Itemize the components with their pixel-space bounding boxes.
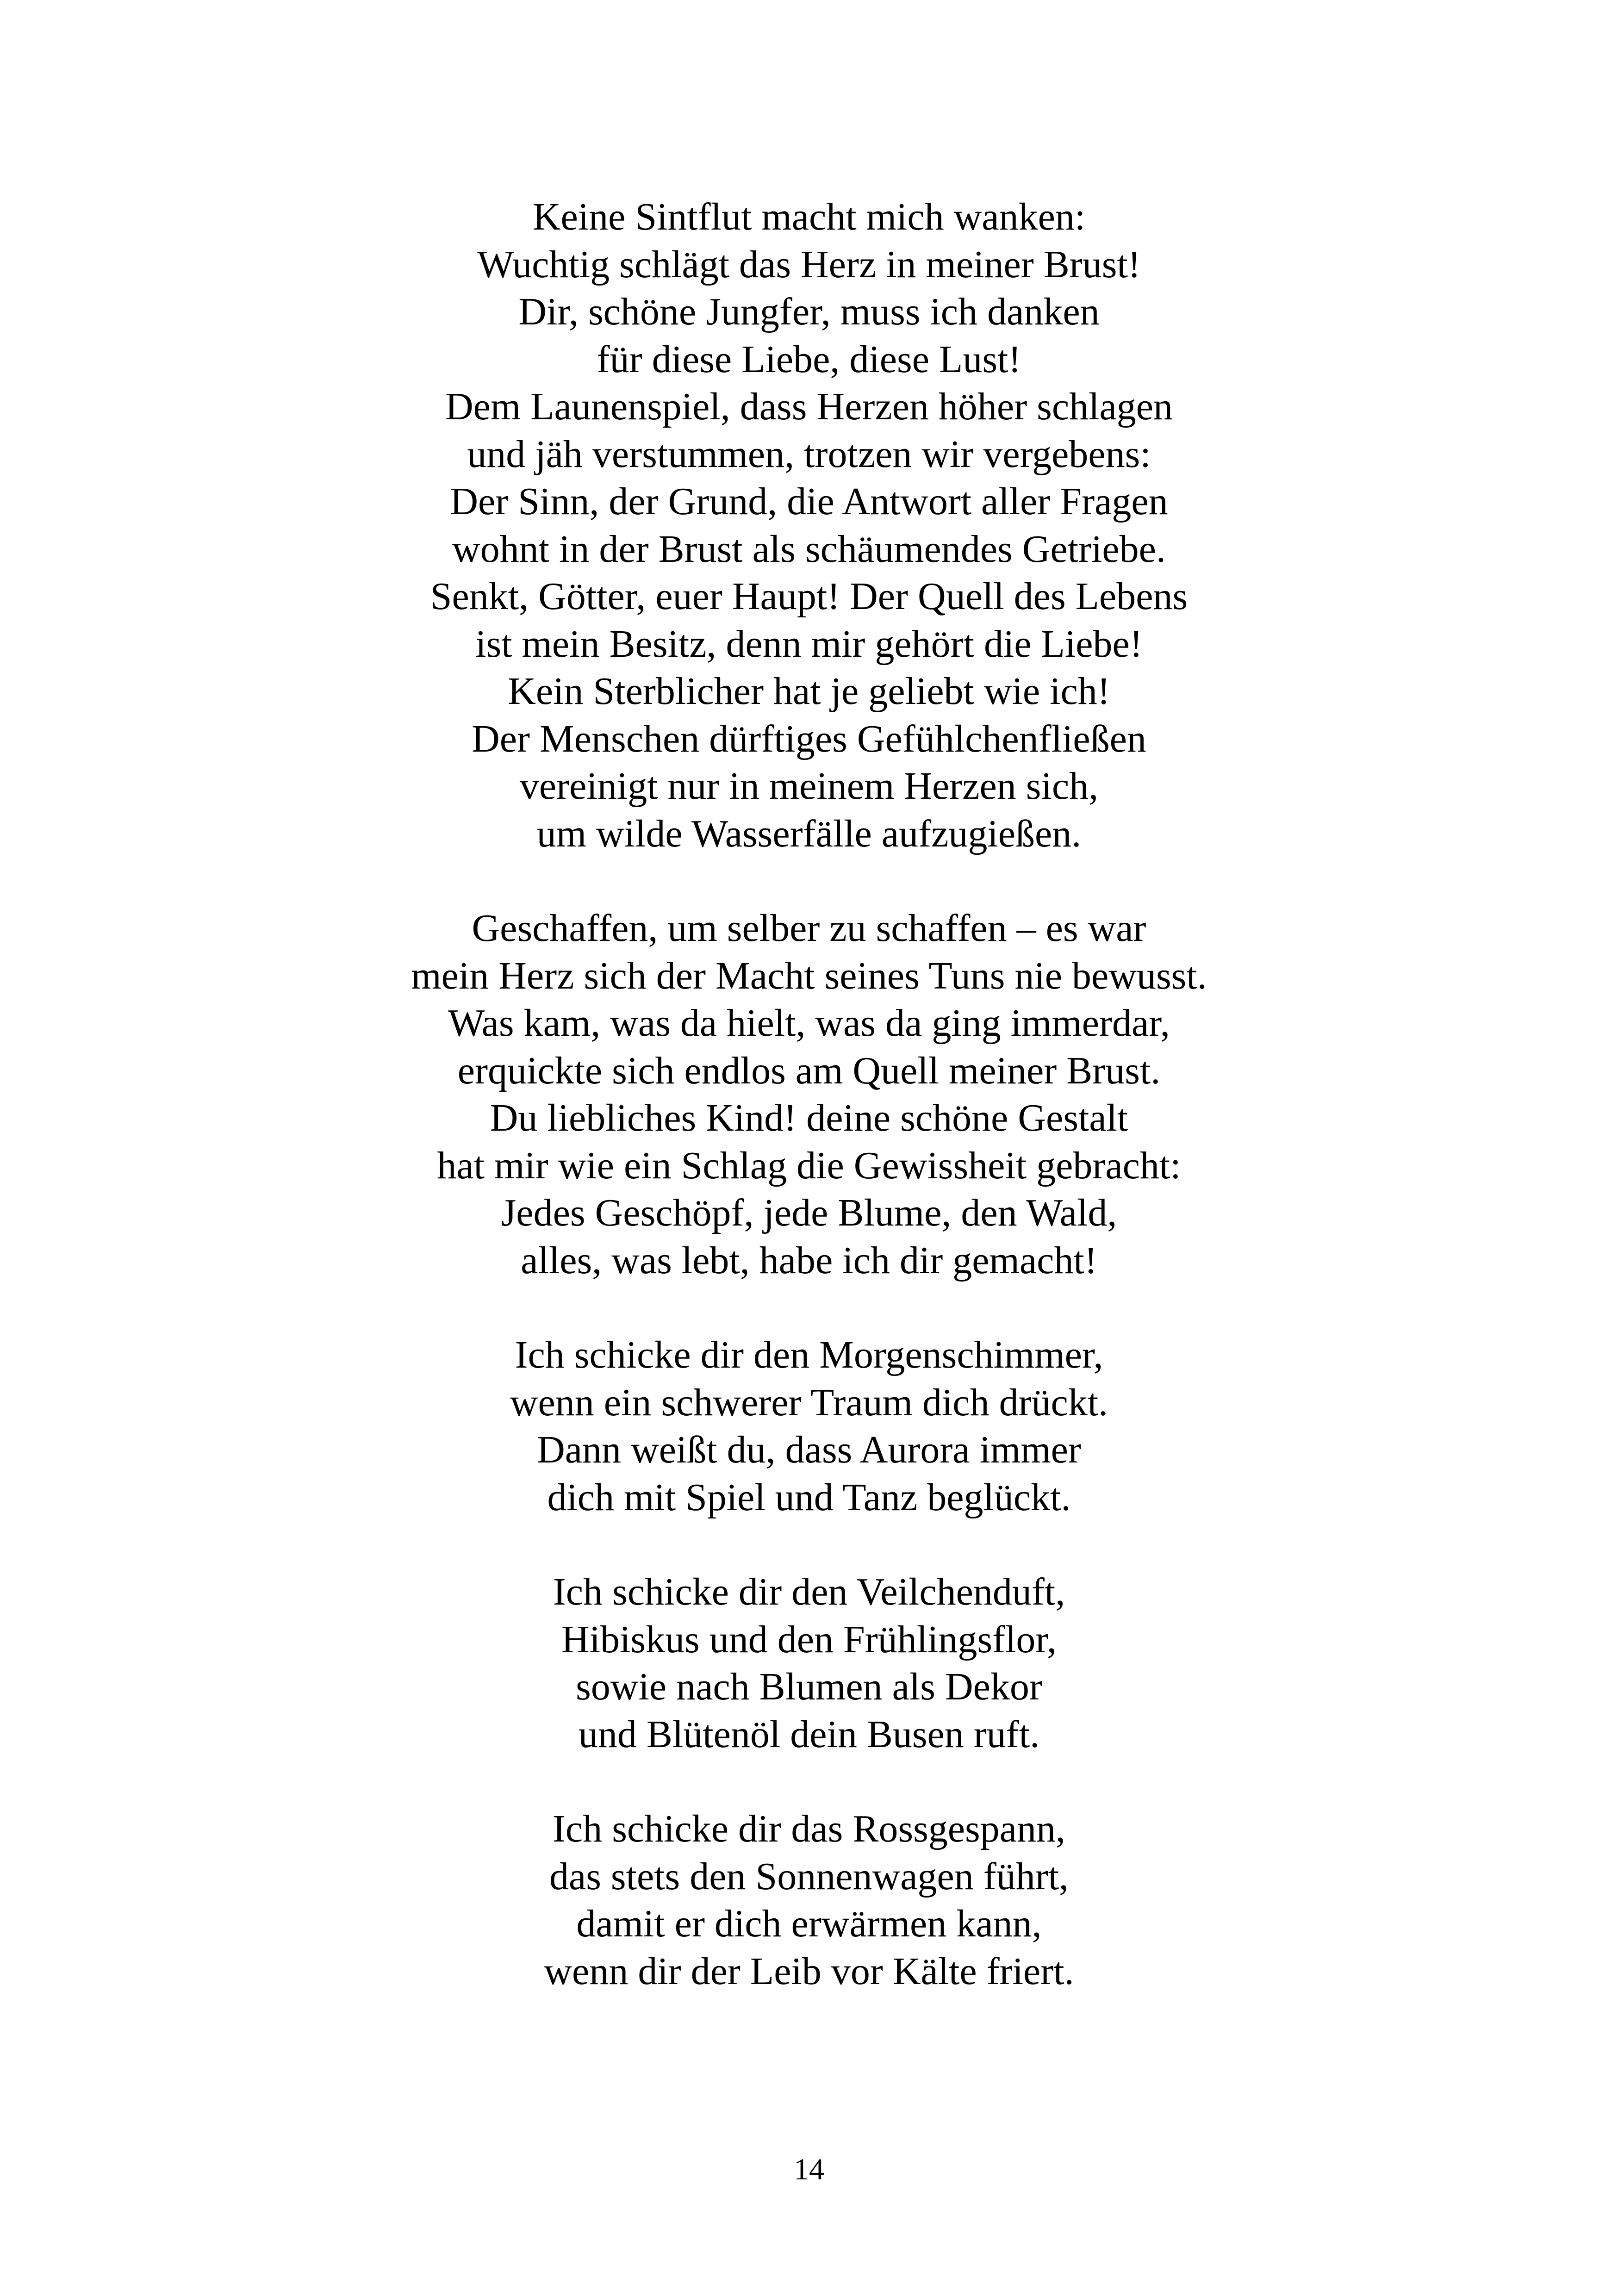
poem-line: alles, was lebt, habe ich dir gemacht! bbox=[521, 1238, 1097, 1282]
poem-line: Senkt, Götter, euer Haupt! Der Quell des Lebens bbox=[430, 575, 1188, 618]
poem-line: Kein Sterblicher hat je geliebt wie ich! bbox=[508, 670, 1110, 713]
poem-line: Dir, schöne Jungfer, muss ich danken bbox=[518, 290, 1100, 333]
poem-line: sowie nach Blumen als Dekor bbox=[576, 1665, 1042, 1708]
poem-line: Jedes Geschöpf, jede Blume, den Wald, bbox=[501, 1191, 1117, 1234]
poem-line: das stets den Sonnenwagen führt, bbox=[549, 1854, 1069, 1898]
poem-line: wohnt in der Brust als schäumendes Getriebe. bbox=[452, 527, 1166, 571]
poem-line: wenn ein schwerer Traum dich drückt. bbox=[510, 1381, 1108, 1424]
poem-line: Was kam, was da hielt, was da ging immerdar, bbox=[448, 1002, 1170, 1045]
poem-line: wenn dir der Leib vor Kälte friert. bbox=[544, 1949, 1074, 1993]
poem bbox=[0, 193, 1618, 1995]
poem-line: erquickte sich endlos am Quell meiner Brust. bbox=[457, 1049, 1161, 1092]
poem-line: damit er dich erwärmen kann, bbox=[576, 1902, 1042, 1945]
poem-line: Ich schicke dir das Rossgespann, bbox=[552, 1807, 1066, 1850]
stanza bbox=[0, 1568, 1618, 1758]
poem-line: Ich schicke dir den Veilchenduft, bbox=[553, 1570, 1065, 1613]
poem-line: Der Sinn, der Grund, die Antwort aller Fragen bbox=[450, 480, 1168, 523]
poem-line: und Blütenöl dein Busen ruft. bbox=[578, 1712, 1040, 1756]
stanza bbox=[0, 1332, 1618, 1521]
poem-line: Keine Sintflut macht mich wanken: bbox=[532, 195, 1086, 238]
poem-line: um wilde Wasserfälle aufzugießen. bbox=[536, 812, 1082, 855]
poem-line: Geschaffen, um selber zu schaffen – es war bbox=[472, 907, 1146, 950]
poem-line: ist mein Besitz, denn mir gehört die Liebe! bbox=[475, 622, 1143, 666]
poem-line: Ich schicke dir den Morgenschimmer, bbox=[515, 1333, 1103, 1376]
stanza bbox=[0, 193, 1618, 858]
poem-line: Du liebliches Kind! deine schöne Gestalt bbox=[490, 1096, 1128, 1139]
poem-line: Dem Launenspiel, dass Herzen höher schlagen bbox=[445, 385, 1173, 428]
poem-line: hat mir wie ein Schlag die Gewissheit gebracht: bbox=[437, 1144, 1181, 1187]
poem-line: Wuchtig schlägt das Herz in meiner Brust! bbox=[477, 243, 1141, 286]
stanza bbox=[0, 905, 1618, 1284]
poem-line: mein Herz sich der Macht seines Tuns nie bewusst. bbox=[411, 954, 1207, 997]
poem-line: Hibiskus und den Frühlingsflor, bbox=[561, 1618, 1057, 1661]
poem-line: dich mit Spiel und Tanz beglückt. bbox=[547, 1475, 1071, 1519]
poem-line: Dann weißt du, dass Aurora immer bbox=[537, 1428, 1081, 1471]
poem-line: und jäh verstummen, trotzen wir vergebens: bbox=[467, 432, 1151, 476]
poem-line: vereinigt nur in meinem Herzen sich, bbox=[519, 765, 1099, 808]
poem-line: Der Menschen dürftiges Gefühlchenfließen bbox=[472, 717, 1146, 760]
poem-line: für diese Liebe, diese Lust! bbox=[597, 337, 1021, 381]
stanza bbox=[0, 1805, 1618, 1995]
page-number: 14 bbox=[794, 2153, 824, 2186]
